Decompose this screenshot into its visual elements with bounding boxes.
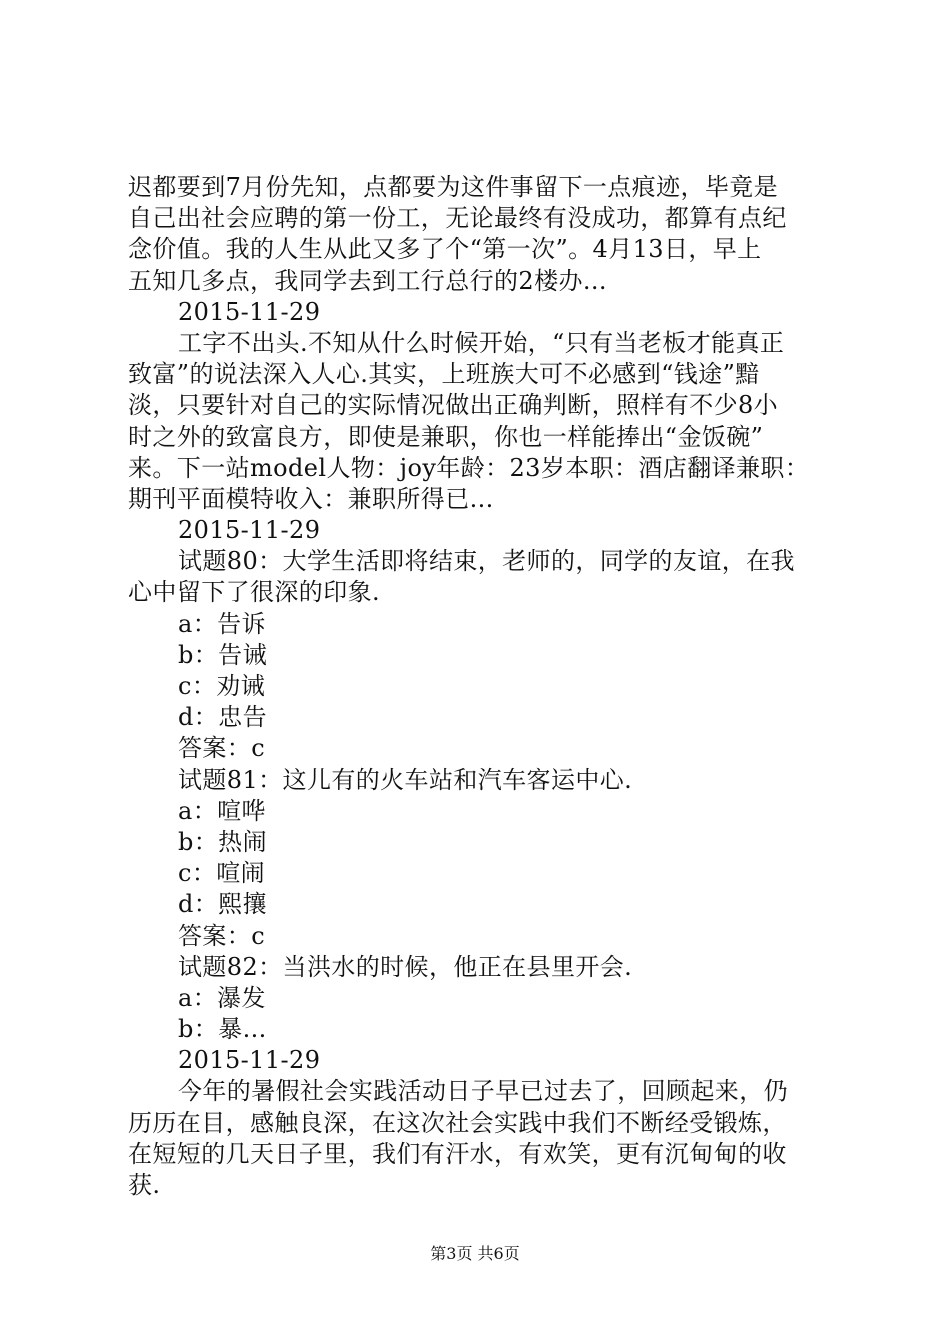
option-line: b：暴... <box>178 1015 267 1044</box>
option-line: a：喧哗 <box>178 796 266 825</box>
question-line: 试题81：这儿有的火车站和汽车客运中心. <box>178 765 633 794</box>
text-line: 来。下一站model人物：joy年龄：23岁本职：酒店翻译兼职： <box>128 453 810 482</box>
text-line: 历历在目，感触良深，在这次社会实践中我们不断经受锻炼， <box>128 1108 787 1137</box>
option-line: d：忠告 <box>178 703 267 732</box>
option-line: c：喧闹 <box>178 859 266 888</box>
text-line: 获. <box>128 1171 161 1199</box>
answer-line: 答案：c <box>178 734 266 763</box>
page-number-footer: 第3页 共6页 <box>430 1244 520 1263</box>
text-line: 时之外的致富良方，即使是兼职，你也一样能捧出“金饭碗” <box>128 422 764 451</box>
question-line: 试题80：大学生活即将结束，老师的，同学的友谊，在我 <box>178 547 795 576</box>
text-line: 淡，只要针对自己的实际情况做出正确判断，照样有不少8小 <box>128 391 779 420</box>
date-line: 2015-11-29 <box>178 1046 321 1075</box>
option-line: a：告诉 <box>178 609 266 638</box>
date-line: 2015-11-29 <box>178 516 321 545</box>
text-line: 工字不出头.不知从什么时候开始，“只有当老板才能真正 <box>178 328 785 357</box>
option-line: b：热闹 <box>178 827 267 856</box>
option-line: d：熙攘 <box>178 890 267 919</box>
text-line: 五知几多点，我同学去到工行总行的2楼办... <box>128 266 607 295</box>
text-line: 期刊平面模特收入：兼职所得已... <box>128 484 494 513</box>
answer-line: 答案：c <box>178 921 266 950</box>
text-line: 今年的暑假社会实践活动日子早已过去了，回顾起来，仍 <box>178 1077 788 1106</box>
document-body <box>128 172 838 1201</box>
text-line: 迟都要到7月份先知，点都要为这件事留下一点痕迹，毕竟是 <box>128 173 779 201</box>
question-line: 心中留下了很深的印象. <box>128 578 381 607</box>
text-line: 在短短的几天日子里，我们有汗水，有欢笑，更有沉甸甸的收 <box>128 1139 787 1168</box>
option-line: a：瀑发 <box>178 983 266 1012</box>
option-line: c：劝诫 <box>178 672 266 700</box>
text-line: 致富”的说法深入人心.其实，上班族大可不必感到“钱途”黯 <box>128 360 760 389</box>
text-line: 念价值。我的人生从此又多了个“第一次”。4月13日，早上 <box>128 235 762 264</box>
date-line: 2015-11-29 <box>178 297 321 326</box>
option-line: b：告诫 <box>178 640 267 669</box>
text-line: 自己出社会应聘的第一份工，无论最终有没成功，都算有点纪 <box>128 204 787 233</box>
question-line: 试题82：当洪水的时候，他正在县里开会. <box>178 952 633 981</box>
